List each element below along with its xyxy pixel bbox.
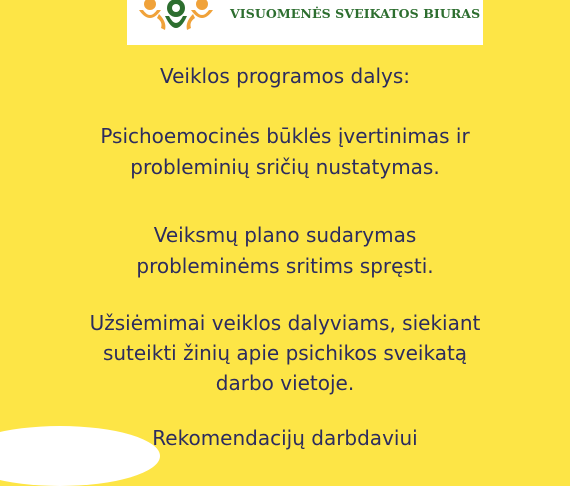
item-3-line-2: suteikti žinių apie psichikos sveikatą — [102, 341, 468, 365]
item-2-line-1: Veiksmų plano sudarymas — [153, 223, 417, 247]
item-3-line-1: Užsiėmimai veiklos dalyviams, siekiant — [89, 311, 481, 335]
item-1-line-2: probleminių sričių nustatymas. — [130, 155, 440, 179]
item-3-line-3: darbo vietoje. — [215, 371, 355, 395]
item-4-line-1: Rekomendacijų darbdaviui — [152, 426, 418, 450]
heading: Veiklos programos dalys: — [159, 64, 411, 88]
item-2-line-2: probleminėms sritims spręsti. — [136, 254, 434, 278]
logo-text: VISUOMENĖS SVEIKATOS BIURAS — [230, 6, 481, 21]
item-1-line-1: Psichoemocinės būklės įvertinimas ir — [100, 124, 470, 148]
